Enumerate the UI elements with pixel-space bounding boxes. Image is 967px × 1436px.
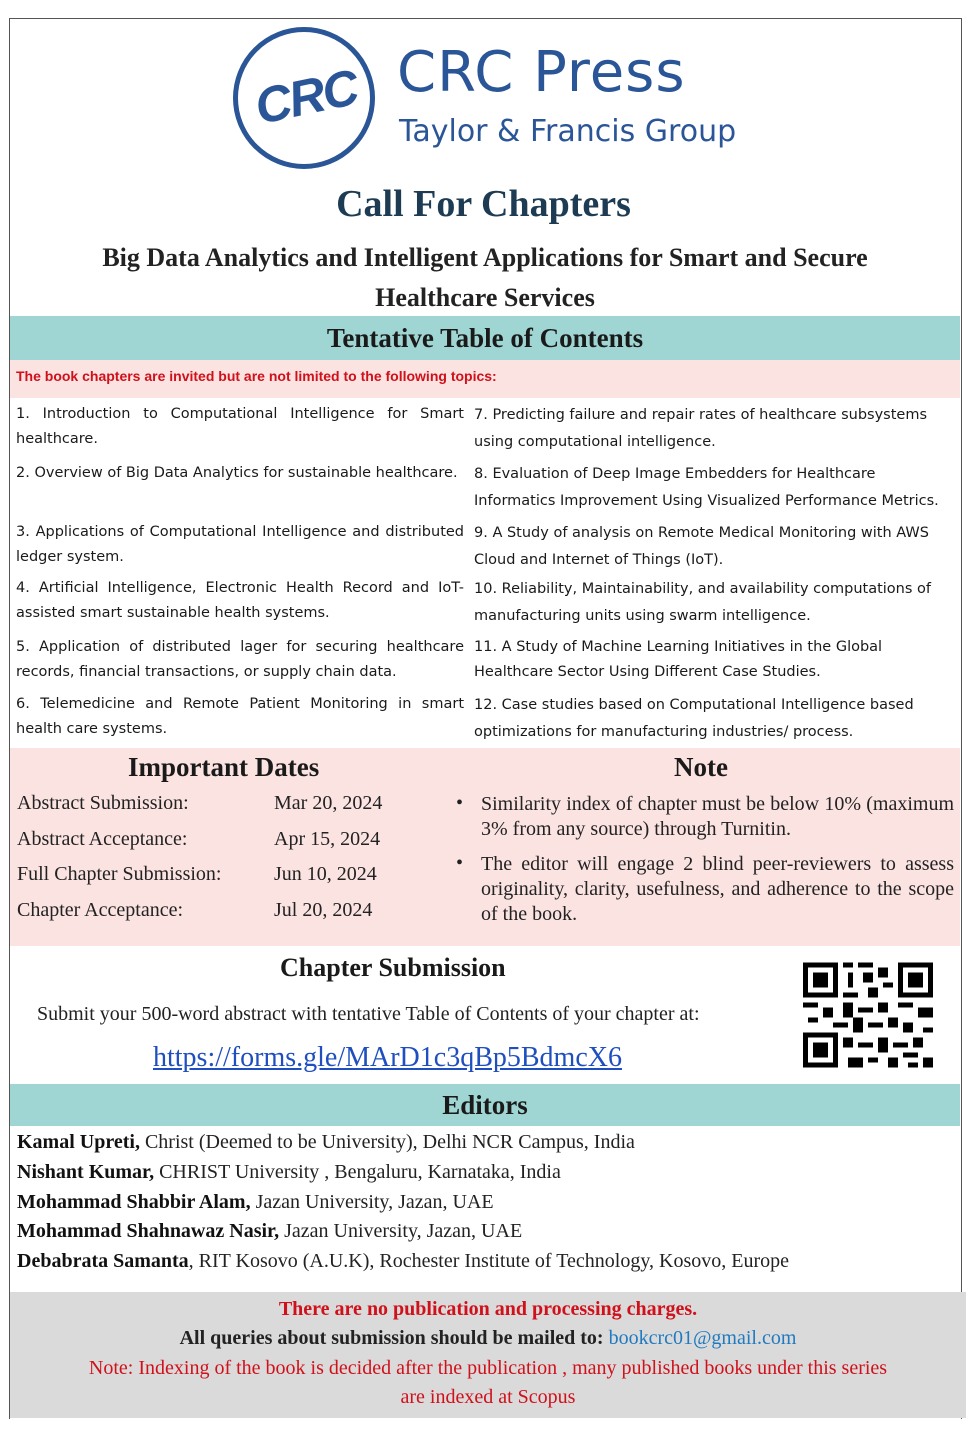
bullet-icon: • [456, 792, 464, 814]
editor-entry [17, 1250, 789, 1273]
indexing-note-line1: Note: Indexing of the book is decided after the publication , many published books under this series [88, 1357, 888, 1379]
queries-text: All queries about submission should be mailed to: [179, 1327, 609, 1349]
editor-entry [17, 1131, 635, 1154]
editor-affiliation: Jazan University, Jazan, UAE [250, 1191, 494, 1213]
topic-item: 9. A Study of analysis on Remote Medical Monitoring with AWS Cloud and Internet of Things (IoT). [474, 525, 929, 568]
crc-logo-mark: CRC [250, 58, 362, 136]
book-title-line1: Big Data Analytics and Intelligent Applications for Smart and Secure [102, 243, 868, 272]
editor-affiliation: , RIT Kosovo (A.U.K), Rochester Institute of Technology, Kosovo, Europe [188, 1250, 790, 1272]
editor-entry [17, 1191, 494, 1214]
editor-affiliation: Jazan University, Jazan, UAE [279, 1220, 523, 1242]
topic-item: 1. Introduction to Computational Intelligence for Smart healthcare. [16, 406, 464, 447]
topic-item: 8. Evaluation of Deep Image Embedders for Healthcare Informatics Improvement Using Visualized Performance Metrics. [474, 466, 939, 509]
editor-name: Mohammad Shahnawaz Nasir, [17, 1220, 280, 1242]
submission-text: Submit your 500-word abstract with tentative Table of Contents of your chapter at: [37, 1003, 700, 1025]
book-title [40, 238, 930, 318]
date-label: Abstract Acceptance: [17, 828, 188, 850]
editor-affiliation: Christ (Deemed to be University), Delhi NCR Campus, India [139, 1131, 635, 1153]
bullet-icon: • [456, 852, 464, 874]
date-label: Full Chapter Submission: [17, 863, 222, 885]
editors-heading: Editors [10, 1084, 960, 1126]
editor-entry [17, 1220, 522, 1243]
topic-item: 2. Overview of Big Data Analytics for sustainable healthcare. [16, 465, 458, 481]
topic-item: 7. Predicting failure and repair rates of healthcare subsystems using computational intelligence. [474, 407, 928, 450]
qr-code-icon[interactable] [803, 962, 933, 1068]
topic-item: 10. Reliability, Maintainability, and availability computations of manufacturing units using swarm intelligence. [474, 581, 931, 624]
topic-item: 5. Application of distributed lager for securing healthcare records, financial transactions, or supply chain data. [16, 639, 464, 680]
topic-item: 12. Case studies based on Computational Intelligence based optimizations for manufacturing industries/ process. [474, 697, 914, 740]
editor-entry [17, 1161, 561, 1184]
date-label: Abstract Submission: [17, 792, 189, 814]
no-charges-note: There are no publication and processing charges. [278, 1298, 698, 1320]
date-value: Jun 10, 2024 [274, 863, 377, 885]
submission-heading: Chapter Submission [280, 953, 506, 982]
publisher-group: Taylor & Francis Group [399, 114, 737, 149]
editor-affiliation: CHRIST University , Bengaluru, Karnataka, India [154, 1161, 561, 1183]
submission-link[interactable]: https://forms.gle/MArD1c3qBp5BdmcX6 [153, 1042, 622, 1073]
topic-item: 4. Artificial Intelligence, Electronic Health Record and IoT-assisted smart sustainable health systems. [16, 580, 464, 621]
topic-item: 11. A Study of Machine Learning Initiatives in the Global Healthcare Sector Using Different Case Studies. [474, 639, 883, 680]
dates-heading: Important Dates [128, 752, 320, 782]
date-value: Mar 20, 2024 [274, 792, 383, 814]
note-item: The editor will engage 2 blind peer-reviewers to assess originality, clarity, usefulness, and adherence to the scope of the book. [481, 853, 954, 925]
topic-item: 6. Telemedicine and Remote Patient Monitoring in smart health care systems. [16, 696, 464, 737]
editor-name: Kamal Upreti, [17, 1131, 140, 1153]
indexing-note-line2: are indexed at Scopus [400, 1386, 576, 1408]
editor-name: Debabrata Samanta [17, 1250, 189, 1272]
queries-line [0, 1327, 967, 1350]
date-label: Chapter Acceptance: [17, 899, 184, 921]
book-title-line2: Healthcare Services [375, 283, 595, 312]
topic-item: 3. Applications of Computational Intelligence and distributed ledger system. [16, 524, 464, 565]
date-value: Apr 15, 2024 [274, 828, 381, 850]
toc-invite-text: The book chapters are invited but are not limited to the following topics: [16, 368, 497, 384]
page-title: Call For Chapters [336, 183, 631, 225]
publisher-name: CRC Press [397, 40, 686, 105]
note-item: Similarity index of chapter must be below 10% (maximum 3% from any source) through Turnitin. [481, 793, 954, 840]
note-heading: Note [674, 752, 728, 782]
editor-name: Nishant Kumar, [17, 1161, 155, 1183]
toc-heading: Tentative Table of Contents [10, 316, 960, 360]
date-value: Jul 20, 2024 [274, 899, 373, 921]
editor-name: Mohammad Shabbir Alam, [17, 1191, 251, 1213]
contact-email-link[interactable]: bookcrc01@gmail.com [608, 1327, 797, 1349]
